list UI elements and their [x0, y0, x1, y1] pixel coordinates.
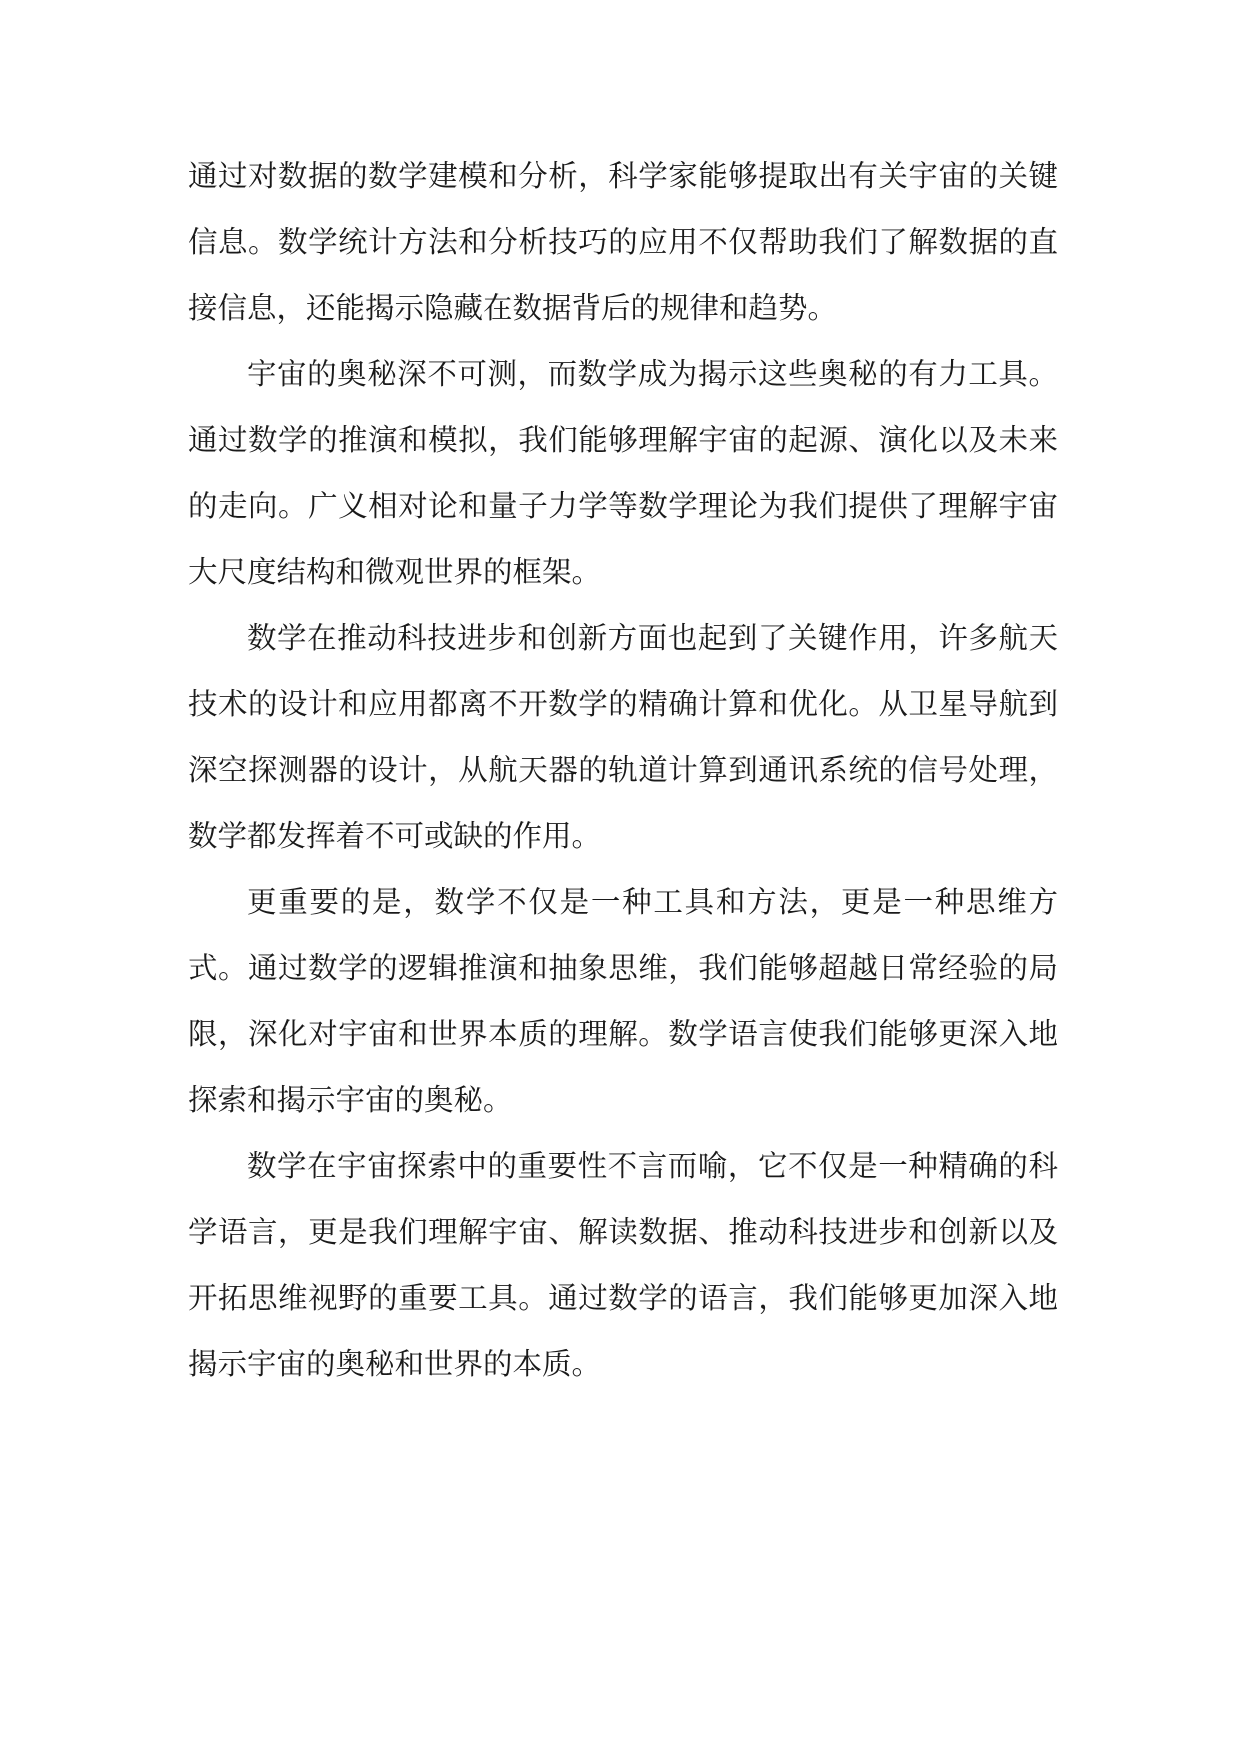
document-body: [188, 143, 1058, 1397]
paragraph: 数学在推动科技进步和创新方面也起到了关键作用，许多航天技术的设计和应用都离不开数学的精确计算和优化。从卫星导航到深空探测器的设计，从航天器的轨道计算到通讯系统的信号处理，数学都发挥着不可或缺的作用。: [188, 621, 1058, 853]
paragraph: 宇宙的奥秘深不可测，而数学成为揭示这些奥秘的有力工具。通过数学的推演和模拟，我们能够理解宇宙的起源、演化以及未来的走向。广义相对论和量子力学等数学理论为我们提供了理解宇宙大尺度结构和微观世界的框架。: [188, 357, 1058, 589]
paragraph: 数学在宇宙探索中的重要性不言而喻，它不仅是一种精确的科学语言，更是我们理解宇宙、解读数据、推动科技进步和创新以及开拓思维视野的重要工具。通过数学的语言，我们能够更加深入地揭示宇宙的奥秘和世界的本质。: [188, 1149, 1058, 1381]
paragraph: 更重要的是，数学不仅是一种工具和方法，更是一种思维方式。通过数学的逻辑推演和抽象思维，我们能够超越日常经验的局限，深化对宇宙和世界本质的理解。数学语言使我们能够更深入地探索和揭示宇宙的奥秘。: [188, 885, 1058, 1117]
paragraph-continued: 通过对数据的数学建模和分析，科学家能够提取出有关宇宙的关键信息。数学统计方法和分析技巧的应用不仅帮助我们了解数据的直接信息，还能揭示隐藏在数据背后的规律和趋势。: [188, 159, 1058, 325]
